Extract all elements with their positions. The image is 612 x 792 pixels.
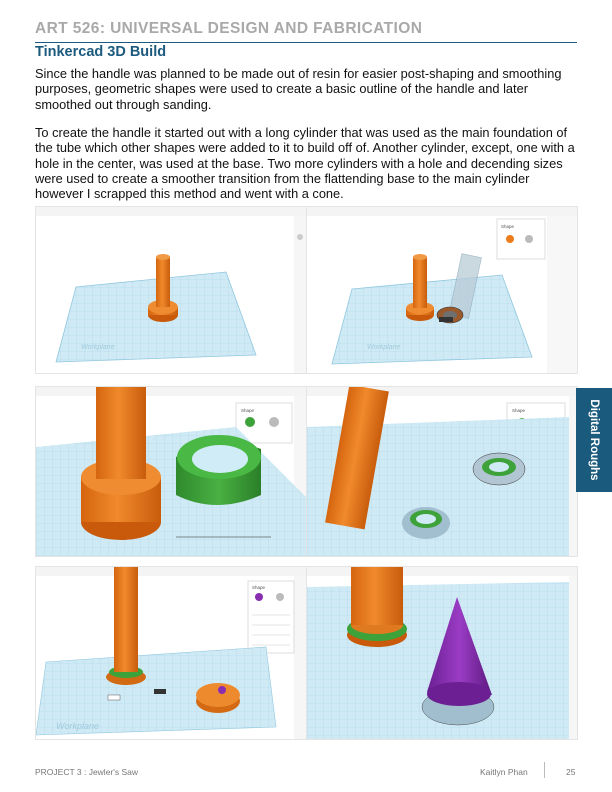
tinkercad-viewport [307, 387, 577, 556]
screenshot-cylinder-base [35, 206, 307, 374]
solid-button[interactable] [255, 593, 263, 601]
shape-panel-title: Shape [252, 585, 266, 590]
course-title: ART 526: UNIVERSAL DESIGN AND FABRICATION [35, 20, 423, 37]
dimension-label[interactable] [439, 317, 453, 322]
footer-project: PROJECT 3 : Jewler's Saw [35, 767, 139, 777]
workplane-label: Workplane [56, 721, 100, 731]
screenshot-hole-cylinder [306, 206, 578, 374]
main-cylinder-top [413, 254, 427, 260]
tinkercad-viewport [307, 207, 577, 373]
toolbar [36, 567, 306, 576]
green-ring-hole [192, 445, 248, 473]
section-tab-label: Digital Roughs [588, 399, 600, 481]
shapes-sidebar [547, 216, 577, 373]
shape-panel-title: Shape [501, 224, 515, 229]
main-cylinder [114, 567, 138, 672]
footer-divider [544, 762, 545, 778]
dimension-label[interactable] [154, 689, 166, 694]
selected-green-ring-hole [489, 462, 509, 472]
workplane-grid [332, 275, 532, 364]
view-cube-icon[interactable] [297, 234, 303, 240]
hole-button[interactable] [276, 593, 284, 601]
shapes-sidebar [569, 576, 577, 739]
screenshot-purple-cone [306, 566, 578, 740]
screenshot-green-ring [35, 386, 307, 557]
main-cylinder-top [156, 254, 170, 260]
toolbar [307, 387, 577, 396]
shapes-sidebar [294, 576, 306, 739]
tinkercad-viewport [307, 567, 577, 739]
shape-panel-title: Shape [241, 408, 255, 413]
workplane-grid [36, 427, 306, 556]
purple-cone-base [427, 682, 491, 706]
screenshot-purple-disc [35, 566, 307, 740]
green-ring-hole [416, 514, 436, 524]
footer-author: Kaitlyn Phan [480, 767, 528, 777]
main-cylinder [156, 257, 170, 307]
dimension-label[interactable] [108, 695, 120, 700]
footer-page-number: 25 [566, 767, 576, 777]
shape-panel-title: Shape [512, 408, 526, 413]
shape-panel [248, 581, 294, 653]
main-cylinder [96, 387, 146, 479]
main-cylinder [413, 257, 427, 308]
toolbar [36, 387, 306, 396]
paragraph-intro: Since the handle was planned to be made out of resin for easier post-shaping and smoothing purposes, geometric shapes were used to create a basic outline of the handle and later smoothed out through sanding. [35, 66, 562, 112]
tinkercad-viewport [36, 567, 306, 739]
workplane-label: Workplane [367, 344, 401, 351]
solid-button[interactable] [245, 417, 255, 427]
tinkercad-viewport [36, 207, 306, 373]
solid-button[interactable] [506, 235, 514, 243]
screenshot-hole-rings [306, 386, 578, 557]
tinkercad-viewport [36, 387, 306, 556]
purple-shape[interactable] [218, 686, 226, 694]
workplane-label: Workplane [81, 344, 115, 351]
toolbar [36, 207, 306, 216]
main-cylinder [351, 567, 403, 625]
hole-button[interactable] [269, 417, 279, 427]
section-tab [576, 388, 612, 492]
orange-disc-top [196, 683, 240, 707]
header-rule [35, 42, 577, 43]
section-title: Tinkercad 3D Build [35, 44, 167, 60]
toolbar [307, 567, 577, 576]
hole-button[interactable] [525, 235, 533, 243]
paragraph-process: To create the handle it started out with a long cylinder that was used as the main foundation of the tube which other shapes were added to it to build off of. Another cylinder, except, one with a hole in the center, was used at the base. Two more cylinders with a hole and decending sizes were used to create a smoother transition from the flattending base to the main cylinder however I scrapped this method and went with a cone. [35, 125, 575, 202]
toolbar [307, 207, 577, 216]
